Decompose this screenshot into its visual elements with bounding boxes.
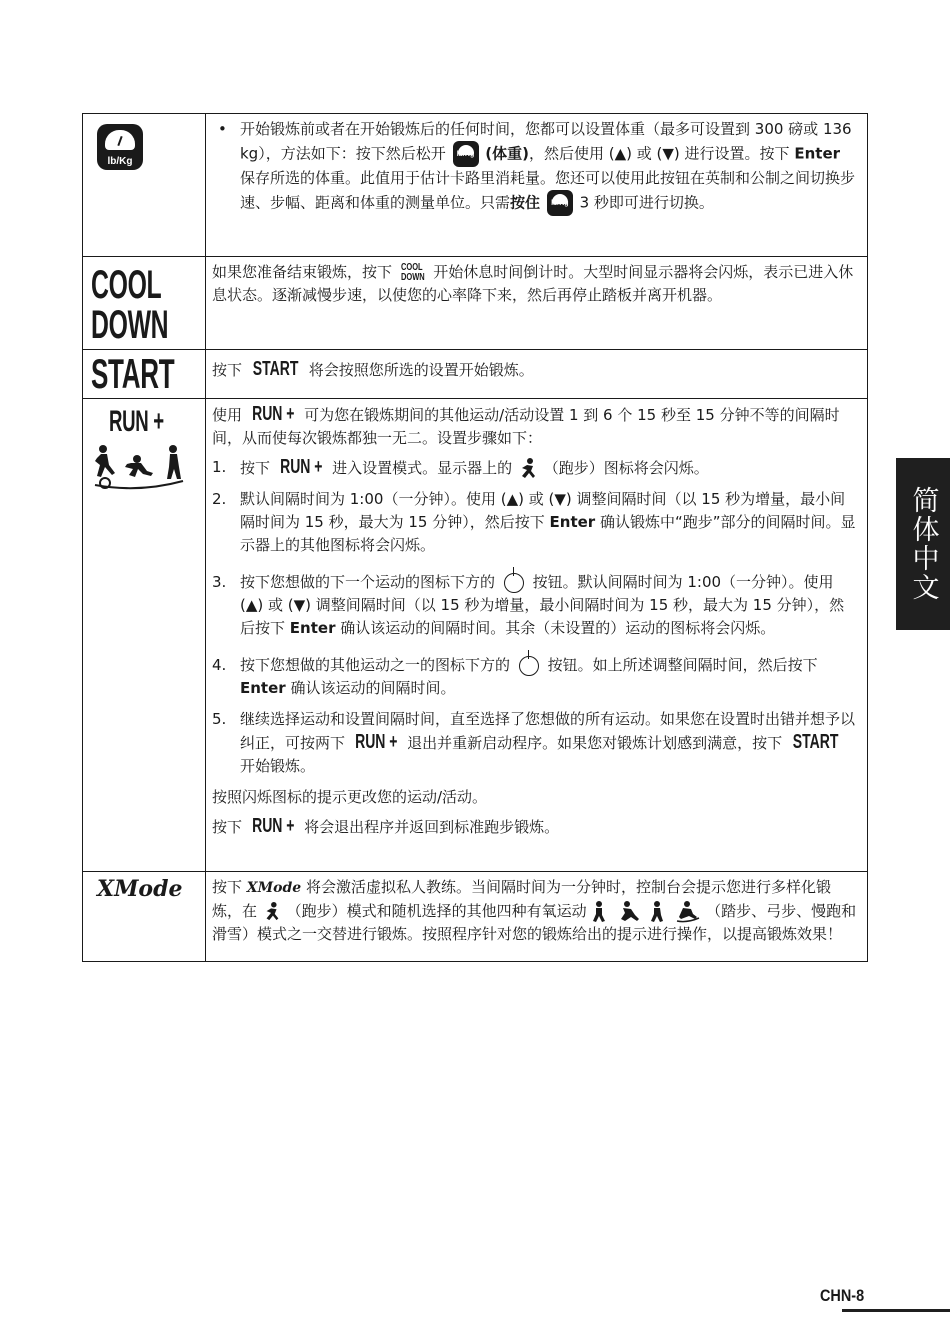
cooldown-row bbox=[83, 257, 868, 350]
start-key-cell bbox=[83, 350, 206, 399]
start-key-label: START bbox=[91, 350, 175, 397]
runplus-footer-1: 按照闪烁图标的提示更改您的运动/活动。 bbox=[212, 788, 488, 806]
circle-button-icon bbox=[504, 573, 524, 593]
cooldown-line2: DOWN bbox=[91, 303, 169, 347]
start-text-2: 将会按照您所选的设置开始锻炼。 bbox=[308, 361, 534, 379]
scale-icon-label: lb/Kg bbox=[107, 156, 133, 167]
weight-text-4: 保存所选的体重。此值用于估计卡路里消耗量。您还可以使用此按钮在英制和公制之间切换步速、步幅、距离和体重的测量单位。只需 bbox=[240, 169, 856, 212]
cooldown-description bbox=[206, 257, 868, 350]
page-number: CHN-8 bbox=[820, 1286, 865, 1305]
weight-text-3: ，然后使用 (▲) 或 (▼) 进行设置。按下 bbox=[529, 144, 790, 163]
circle-button-icon bbox=[519, 656, 539, 676]
runplus-footer-2: 按下 RUN + 将会退出程序并返回到标准跑步锻炼。 bbox=[212, 815, 560, 837]
cooldown-inline-key: COOL DOWN bbox=[400, 261, 425, 283]
cooldown-key-label bbox=[91, 265, 168, 345]
xmode-inline-key: XMode bbox=[246, 880, 302, 896]
runplus-inline-key: RUN + bbox=[251, 403, 295, 425]
weight-key-cell bbox=[83, 114, 206, 257]
runplus-description bbox=[206, 399, 868, 872]
runplus-steps bbox=[212, 456, 859, 778]
runplus-key-label: RUN + bbox=[109, 405, 164, 438]
weight-description bbox=[206, 114, 868, 257]
weight-row bbox=[83, 114, 868, 257]
runplus-intro: 使用 RUN + 可为您在锻炼期间的其他运动/活动设置 1 到 6 个 15 秒至 15 分钟不等的间隔时间，从而使每次锻炼都独一无二。设置步骤如下： bbox=[212, 403, 840, 447]
xmode-description: 按下 XMode 将会激活虚拟私人教练。当间隔时间为一分钟时，控制台会提示您进行多样化锻炼，在 （跑步）模式和随机选择的其他四种有氧运动 （踏步、弓步、慢跑和滑雪）模式之一交替进行锻炼。按照程序针对您的锻炼给出的提示进行操作，以提高锻炼效果！ bbox=[206, 872, 868, 962]
step-3: 3. 按下您想做的下一个运动的图标下方的 按钮。默认间隔时间为 1:00（一分钟）。使用 (▲) 或 (▼) 调整间隔时间（以 15 秒为增量，最小间隔时间为 15 秒，最大为 15 分钟），然后按下 Enter 确认该运动的间隔时间。其余（未设置的）运动的图标将会闪烁。 bbox=[212, 573, 845, 637]
feature-table bbox=[82, 113, 868, 962]
weight-hold-label: 按住 bbox=[510, 193, 541, 212]
start-text-1: 按下 bbox=[212, 361, 243, 379]
weight-text-1: 开始锻炼前或者在开始锻炼后的任何时间，您都可以设置体重（最多可设置到 300 磅或 136 kg），方法如下：按下然后松开 bbox=[240, 120, 852, 163]
scale-icon: lb/Kg bbox=[547, 190, 573, 216]
runplus-row bbox=[83, 399, 868, 872]
xmode-row bbox=[83, 872, 868, 962]
step-5: 5. 继续选择运动和设置间隔时间，直至选择了您想做的所有运动。如果您在设置时出错并想予以纠正，可按两下 RUN + 退出并重新启动程序。如果您对锻炼计划感到满意，按下 START 开始锻炼。 bbox=[212, 710, 856, 775]
weight-bullet bbox=[240, 118, 859, 216]
cooldown-line1: COOL bbox=[91, 263, 162, 307]
step-4: 4. 按下您想做的其他运动之一的图标下方的 按钮。如上所述调整间隔时间，然后按下 Enter 确认该运动的间隔时间。 bbox=[212, 656, 818, 697]
scale-icon: lb/Kg bbox=[453, 141, 479, 167]
xmode-key-label: XMode bbox=[97, 876, 183, 902]
step-2: 2. 默认间隔时间为 1:00（一分钟）。使用 (▲) 或 (▼) 调整间隔时间（以 15 秒为增量，最小间隔时间为 15 秒，最大为 15 分钟），然后按下 Enter 确认锻炼中“跑步”部分的间隔时间。显示器上的其他图标将会闪烁。 bbox=[212, 490, 856, 554]
xmode-key-cell bbox=[83, 872, 206, 962]
runner-icon bbox=[517, 458, 539, 480]
cooldown-text-1: 如果您准备结束锻炼，按下 bbox=[212, 263, 393, 281]
cooldown-key-cell bbox=[83, 257, 206, 350]
step-1: 1. 按下 RUN + 进入设置模式。显示器上的 （跑步）图标将会闪烁。 bbox=[212, 456, 709, 478]
language-tab: 简体中文 bbox=[896, 458, 950, 630]
athletes-icon bbox=[91, 443, 187, 493]
aerobic-activities-icon bbox=[591, 901, 701, 923]
weight-text-2: (体重) bbox=[485, 144, 529, 163]
enter-key-label: Enter bbox=[794, 144, 841, 163]
runner-icon bbox=[262, 902, 282, 922]
runplus-key-cell bbox=[83, 399, 206, 872]
cooldown-text-2: 开始休息时间倒计时。大型时间显示器将会闪烁，表示已进入休息状态。逐渐减慢步速，以使您的心率降下来，然后再停止踏板并离开机器。 bbox=[212, 263, 854, 304]
scale-icon bbox=[97, 124, 143, 170]
start-row bbox=[83, 350, 868, 399]
weight-text-5: 3 秒即可进行切换。 bbox=[579, 193, 714, 212]
start-description bbox=[206, 350, 868, 399]
page-rule bbox=[842, 1309, 950, 1312]
start-inline-key: START bbox=[252, 358, 299, 380]
